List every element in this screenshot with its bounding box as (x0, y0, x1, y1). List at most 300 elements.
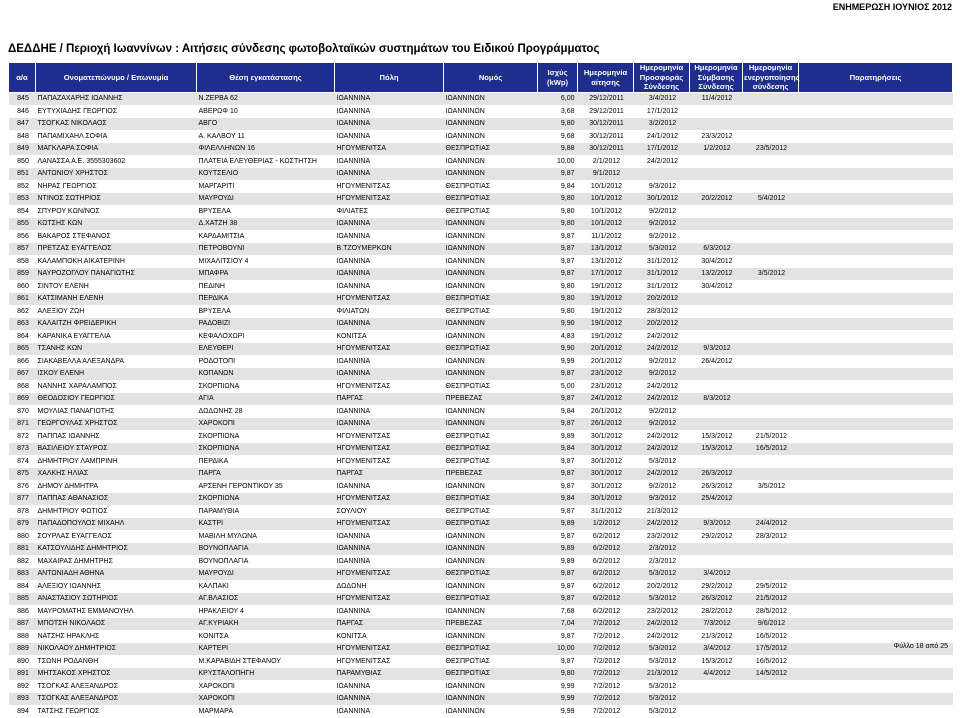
cell-city: ΗΓΟΥΜΕΝΙΤΣΑΣ (335, 493, 444, 506)
cell-activation-date (743, 393, 799, 406)
cell-city: ΙΩΑΝΝΙΝΑ (335, 693, 444, 706)
cell-index: 887 (9, 618, 36, 631)
cell-activation-date: 5/4/2012 (743, 193, 799, 206)
cell-index: 857 (9, 243, 36, 256)
cell-city: ΙΩΑΝΝΙΝΑ (335, 480, 444, 493)
cell-power: 9,89 (538, 543, 578, 556)
cell-contract-date (690, 168, 743, 181)
table-row (9, 180, 953, 193)
cell-city: ΙΩΑΝΝΙΝΑ (335, 268, 444, 281)
cell-request-date: 6/2/2012 (578, 530, 634, 543)
cell-offer-date: 5/3/2012 (634, 243, 690, 256)
cell-request-date: 10/1/2012 (578, 205, 634, 218)
cell-index: 869 (9, 393, 36, 406)
cell-activation-date: 14/5/2012 (743, 668, 799, 681)
cell-index: 888 (9, 630, 36, 643)
table-row (9, 705, 953, 718)
cell-power: 9,80 (538, 668, 578, 681)
table-row (9, 455, 953, 468)
cell-name: ΤΣΟΓΚΑΣ ΑΛΕΞΑΝΔΡΟΣ (36, 680, 197, 693)
column-header-power: Ισχύς (kWp) (538, 63, 578, 93)
cell-city: ΙΩΑΝΝΙΝΑ (335, 605, 444, 618)
cell-city: ΗΓΟΥΜΕΝΙΤΣΑΣ (335, 193, 444, 206)
cell-offer-date: 5/3/2012 (634, 693, 690, 706)
cell-index: 872 (9, 430, 36, 443)
cell-offer-date: 5/3/2012 (634, 643, 690, 656)
cell-remarks (799, 543, 953, 556)
cell-offer-date: 9/2/2012 (634, 230, 690, 243)
cell-request-date: 2/1/2012 (578, 155, 634, 168)
page-footer: Φύλλο 18 από 25 (893, 643, 948, 650)
cell-city: ΗΓΟΥΜΕΝΙΤΣΑ (335, 143, 444, 156)
cell-offer-date: 24/2/2012 (634, 343, 690, 356)
cell-power: 5,00 (538, 380, 578, 393)
cell-name: ΝΑΝΝΗΣ ΧΑΡΑΛΑΜΠΟΣ (36, 380, 197, 393)
cell-prefecture: ΙΩΑΝΝΙΝΩΝ (444, 555, 538, 568)
cell-name: ΜΟΥΛΙΑΣ ΠΑΝΑΓΙΩΤΗΣ (36, 405, 197, 418)
cell-location: ΡΑΔΟΒΙΖΙ (197, 318, 335, 331)
cell-offer-date: 5/3/2012 (634, 655, 690, 668)
cell-prefecture: ΙΩΑΝΝΙΝΩΝ (444, 355, 538, 368)
cell-city: ΙΩΑΝΝΙΝΑ (335, 155, 444, 168)
cell-request-date: 19/1/2012 (578, 330, 634, 343)
cell-prefecture: ΘΕΣΠΡΩΤΙΑΣ (444, 205, 538, 218)
cell-request-date: 17/1/2012 (578, 268, 634, 281)
cell-contract-date: 28/2/2012 (690, 605, 743, 618)
cell-location: ΚΟΠΑΝΩΝ (197, 368, 335, 381)
cell-offer-date: 24/2/2012 (634, 443, 690, 456)
cell-name: ΤΣΟΓΚΑΣ ΑΛΕΞΑΝΔΡΟΣ (36, 693, 197, 706)
cell-prefecture: ΙΩΑΝΝΙΝΩΝ (444, 630, 538, 643)
column-header-activation-date: Ημερομηνία ενεργοποίησης σύνδεσης (744, 63, 800, 92)
cell-prefecture: ΘΕΣΠΡΩΤΙΑΣ (444, 430, 538, 443)
cell-remarks (799, 130, 953, 143)
cell-location: Δ.ΧΑΤΖΗ 38 (197, 218, 335, 231)
cell-index: 868 (9, 380, 36, 393)
cell-offer-date: 5/3/2012 (634, 680, 690, 693)
cell-activation-date (743, 280, 799, 293)
cell-location: ΡΟΔΟΤΟΠΙ (197, 355, 335, 368)
cell-power: 9,84 (538, 493, 578, 506)
cell-contract-date (690, 418, 743, 431)
cell-request-date: 26/1/2012 (578, 418, 634, 431)
cell-activation-date (743, 343, 799, 356)
table-row (9, 693, 953, 706)
cell-name: ΝΗΡΑΣ ΓΕΩΡΓΙΟΣ (36, 180, 197, 193)
cell-activation-date: 17/5/2012 (743, 643, 799, 656)
cell-city: ΗΓΟΥΜΕΝΙΤΣΑΣ (335, 643, 444, 656)
cell-offer-date: 24/2/2012 (634, 618, 690, 631)
cell-power: 9,87 (538, 455, 578, 468)
cell-activation-date: 3/5/2012 (743, 268, 799, 281)
cell-remarks (799, 493, 953, 506)
cell-city: ΗΓΟΥΜΕΝΙΤΣΑΣ (335, 655, 444, 668)
table-row (9, 343, 953, 356)
cell-location: ΒΟΥΝΟΠΛΑΓΙΑ (197, 543, 335, 556)
cell-remarks (799, 430, 953, 443)
cell-prefecture: ΙΩΑΝΝΙΝΩΝ (444, 368, 538, 381)
cell-request-date: 7/2/2012 (578, 655, 634, 668)
cell-remarks (799, 293, 953, 306)
cell-name: ΑΛΕΞΙΟΥ ΙΩΑΝΝΗΣ (36, 580, 197, 593)
cell-power: 9,89 (538, 555, 578, 568)
cell-city: ΗΓΟΥΜΕΝΙΤΣΑΣ (335, 380, 444, 393)
cell-activation-date (743, 318, 799, 331)
cell-prefecture: ΙΩΑΝΝΙΝΩΝ (444, 230, 538, 243)
cell-power: 9,89 (538, 518, 578, 531)
cell-prefecture: ΘΕΣΠΡΩΤΙΑΣ (444, 293, 538, 306)
cell-name: ΠΑΠΠΑΣ ΑΘΑΝΑΣΙΟΣ (36, 493, 197, 506)
cell-request-date: 19/1/2012 (578, 318, 634, 331)
cell-offer-date: 23/2/2012 (634, 605, 690, 618)
cell-power: 9,90 (538, 318, 578, 331)
table-row (9, 168, 953, 181)
cell-remarks (799, 118, 953, 131)
cell-remarks (799, 518, 953, 531)
cell-name: ΤΑΤΣΗΣ ΓΕΩΡΓΙΟΣ (36, 705, 197, 718)
cell-request-date: 19/1/2012 (578, 280, 634, 293)
cell-activation-date (743, 405, 799, 418)
table-row (9, 218, 953, 231)
cell-remarks (799, 155, 953, 168)
cell-index: 851 (9, 168, 36, 181)
cell-index: 892 (9, 680, 36, 693)
cell-power: 9,87 (538, 230, 578, 243)
cell-offer-date: 24/2/2012 (634, 155, 690, 168)
cell-city: ΙΩΑΝΝΙΝΑ (335, 680, 444, 693)
column-header-city: Πόλη (335, 63, 444, 93)
cell-contract-date: 23/3/2012 (690, 130, 743, 143)
cell-location: ΚΡΥΣΤΑΛΟΠΗΓΗ (197, 668, 335, 681)
cell-index: 894 (9, 705, 36, 718)
cell-power: 9,87 (538, 468, 578, 481)
table-row (9, 480, 953, 493)
cell-location: ΠΑΡΑΜΥΘΙΑ (197, 505, 335, 518)
cell-prefecture: ΙΩΑΝΝΙΝΩΝ (444, 543, 538, 556)
cell-power: 9,87 (538, 655, 578, 668)
cell-prefecture: ΘΕΣΠΡΩΤΙΑΣ (444, 518, 538, 531)
cell-name: ΕΥΤΥΧΙΑΔΗΣ ΓΕΩΡΓΙΟΣ (36, 105, 197, 118)
cell-request-date: 24/1/2012 (578, 393, 634, 406)
cell-activation-date (743, 218, 799, 231)
table-row (9, 155, 953, 168)
cell-activation-date: 23/5/2012 (743, 143, 799, 156)
cell-contract-date (690, 118, 743, 131)
cell-contract-date: 25/4/2012 (690, 493, 743, 506)
table-row (9, 618, 953, 631)
cell-request-date: 30/12/2011 (578, 143, 634, 156)
cell-activation-date (743, 543, 799, 556)
cell-power: 9,87 (538, 393, 578, 406)
cell-remarks (799, 468, 953, 481)
update-label: ΕΝΗΜΕΡΩΣΗ ΙΟΥΝΙΟΣ 2012 (832, 2, 952, 12)
cell-name: ΝΑΥΡΟΖΟΓΛΟΥ ΠΑΝΑΓΙΩΤΗΣ (36, 268, 197, 281)
cell-prefecture: ΙΩΑΝΝΙΝΩΝ (444, 705, 538, 718)
cell-remarks (799, 593, 953, 606)
cell-contract-date: 7/3/2012 (690, 618, 743, 631)
cell-request-date: 1/2/2012 (578, 518, 634, 531)
cell-contract-date: 26/4/2012 (690, 355, 743, 368)
cell-activation-date (743, 205, 799, 218)
cell-name: ΠΑΠΑΜΙΧΑΗΛ ΣΟΦΙΑ (36, 130, 197, 143)
cell-offer-date: 21/3/2012 (634, 668, 690, 681)
cell-index: 854 (9, 205, 36, 218)
cell-request-date: 7/2/2012 (578, 630, 634, 643)
table-row (9, 555, 953, 568)
cell-request-date: 10/1/2012 (578, 218, 634, 231)
cell-remarks (799, 143, 953, 156)
cell-name: ΧΑΛΚΗΣ ΗΛΙΑΣ (36, 468, 197, 481)
cell-offer-date: 9/2/2012 (634, 218, 690, 231)
cell-offer-date: 24/2/2012 (634, 430, 690, 443)
cell-city: ΙΩΑΝΝΙΝΑ (335, 368, 444, 381)
cell-contract-date: 8/3/2012 (690, 393, 743, 406)
table-row (9, 130, 953, 143)
cell-offer-date: 2/3/2012 (634, 543, 690, 556)
cell-activation-date (743, 693, 799, 706)
cell-activation-date (743, 168, 799, 181)
cell-contract-date (690, 318, 743, 331)
cell-power: 9,87 (538, 530, 578, 543)
cell-contract-date (690, 155, 743, 168)
cell-contract-date: 30/4/2012 (690, 255, 743, 268)
cell-power: 9,87 (538, 243, 578, 256)
cell-power: 9,90 (538, 343, 578, 356)
cell-remarks (799, 280, 953, 293)
cell-activation-date (743, 380, 799, 393)
cell-offer-date: 31/1/2012 (634, 268, 690, 281)
cell-activation-date (743, 418, 799, 431)
table-row (9, 655, 953, 668)
cell-prefecture: ΙΩΑΝΝΙΝΩΝ (444, 268, 538, 281)
cell-remarks (799, 193, 953, 206)
cell-city: ΙΩΑΝΝΙΝΑ (335, 168, 444, 181)
cell-request-date: 30/1/2012 (578, 468, 634, 481)
cell-location: ΚΑΣΤΡΙ (197, 518, 335, 531)
cell-power: 9,80 (538, 205, 578, 218)
table-header (9, 63, 953, 93)
cell-request-date: 23/1/2012 (578, 368, 634, 381)
cell-location: ΜΑΒΙΛΗ ΜΥΛΩΝΑ (197, 530, 335, 543)
cell-location: ΠΛΑΤΕΙΑ ΕΛΕΥΘΕΡΙΑΣ - ΚΩΣΤΗΤΣΗ (197, 155, 335, 168)
cell-request-date: 7/2/2012 (578, 705, 634, 718)
cell-location: ΑΒΕΡΩΦ 10 (197, 105, 335, 118)
cell-contract-date (690, 543, 743, 556)
cell-power: 9,80 (538, 193, 578, 206)
cell-contract-date: 20/2/2012 (690, 193, 743, 206)
cell-request-date: 6/2/2012 (578, 593, 634, 606)
cell-activation-date (743, 330, 799, 343)
cell-remarks (799, 105, 953, 118)
cell-city: ΠΑΡΓΑΣ (335, 618, 444, 631)
cell-city: ΦΙΛΙΑΤΩΝ (335, 305, 444, 318)
cell-location: ΚΑΛΠΑΚΙ (197, 580, 335, 593)
cell-offer-date: 3/4/2012 (634, 93, 690, 106)
cell-contract-date: 15/3/2012 (690, 443, 743, 456)
cell-power: 9,87 (538, 418, 578, 431)
cell-power: 9,84 (538, 405, 578, 418)
table-row (9, 205, 953, 218)
cell-offer-date (634, 168, 690, 181)
cell-city: ΚΟΝΙΤΣΑ (335, 630, 444, 643)
cell-offer-date: 3/2/2012 (634, 118, 690, 131)
cell-remarks (799, 455, 953, 468)
cell-index: 864 (9, 330, 36, 343)
table-row (9, 443, 953, 456)
applications-table (8, 62, 953, 718)
cell-index: 847 (9, 118, 36, 131)
cell-offer-date: 24/2/2012 (634, 518, 690, 531)
cell-remarks (799, 655, 953, 668)
cell-offer-date: 5/3/2012 (634, 593, 690, 606)
cell-request-date: 10/1/2012 (578, 180, 634, 193)
cell-request-date: 19/1/2012 (578, 293, 634, 306)
cell-contract-date: 9/3/2012 (690, 343, 743, 356)
table-row (9, 605, 953, 618)
cell-city: ΙΩΑΝΝΙΝΑ (335, 543, 444, 556)
column-header-location: Θέση εγκατάστασης (197, 63, 335, 93)
cell-name: ΠΡΕΤΖΑΣ ΕΥΑΓΓΕΛΟΣ (36, 243, 197, 256)
cell-index: 890 (9, 655, 36, 668)
cell-power: 9,87 (538, 480, 578, 493)
cell-contract-date: 26/3/2012 (690, 480, 743, 493)
cell-request-date: 11/1/2012 (578, 230, 634, 243)
cell-power: 4,83 (538, 330, 578, 343)
cell-power: 9,87 (538, 593, 578, 606)
cell-activation-date (743, 505, 799, 518)
cell-activation-date (743, 105, 799, 118)
cell-offer-date: 9/2/2012 (634, 205, 690, 218)
cell-power: 9,99 (538, 355, 578, 368)
table-row (9, 368, 953, 381)
cell-prefecture: ΙΩΑΝΝΙΝΩΝ (444, 580, 538, 593)
cell-name: ΘΕΟΔΟΣΙΟΥ ΓΕΩΡΓΙΟΣ (36, 393, 197, 406)
cell-offer-date: 5/3/2012 (634, 455, 690, 468)
table-row (9, 93, 953, 106)
cell-index: 866 (9, 355, 36, 368)
cell-contract-date: 9/3/2012 (690, 518, 743, 531)
cell-power: 9,87 (538, 505, 578, 518)
cell-activation-date (743, 130, 799, 143)
cell-activation-date: 3/5/2012 (743, 480, 799, 493)
cell-location: ΑΒΓΟ (197, 118, 335, 131)
table-row (9, 380, 953, 393)
cell-offer-date: 5/3/2012 (634, 568, 690, 581)
cell-contract-date: 3/4/2012 (690, 568, 743, 581)
cell-contract-date: 26/3/2012 (690, 468, 743, 481)
cell-index: 873 (9, 443, 36, 456)
cell-location: ΜΑΥΡΟΥΔΙ (197, 193, 335, 206)
cell-city: ΙΩΑΝΝΙΝΑ (335, 418, 444, 431)
cell-contract-date: 26/3/2012 (690, 593, 743, 606)
cell-prefecture: ΙΩΑΝΝΙΝΩΝ (444, 105, 538, 118)
cell-location: ΜΑΥΡΟΥΔΙ (197, 568, 335, 581)
cell-name: ΜΗΤΣΑΚΟΣ ΧΡΗΣΤΟΣ (36, 668, 197, 681)
cell-contract-date (690, 555, 743, 568)
cell-prefecture: ΙΩΑΝΝΙΝΩΝ (444, 680, 538, 693)
cell-index: 878 (9, 505, 36, 518)
cell-location: ΚΑΡΤΕΡΙ (197, 643, 335, 656)
cell-location: ΠΕΡΔΙΚΑ (197, 293, 335, 306)
cell-activation-date: 28/5/2012 (743, 605, 799, 618)
cell-prefecture: ΠΡΕΒΕΖΑΣ (444, 618, 538, 631)
table-row (9, 668, 953, 681)
cell-index: 849 (9, 143, 36, 156)
cell-index: 880 (9, 530, 36, 543)
table-row (9, 230, 953, 243)
cell-name: ΒΑΚΑΡΟΣ ΣΤΕΦΑΝΟΣ (36, 230, 197, 243)
cell-contract-date (690, 505, 743, 518)
cell-activation-date: 24/4/2012 (743, 518, 799, 531)
cell-request-date: 30/12/2011 (578, 118, 634, 131)
cell-location: ΠΕΤΡΟΒΟΥΝΙ (197, 243, 335, 256)
cell-prefecture: ΙΩΑΝΝΙΝΩΝ (444, 480, 538, 493)
cell-offer-date: 23/2/2012 (634, 530, 690, 543)
cell-prefecture: ΘΕΣΠΡΩΤΙΑΣ (444, 493, 538, 506)
cell-contract-date (690, 180, 743, 193)
cell-name: ΜΑΧΑΙΡΑΣ ΔΗΜΗΤΡΗΣ (36, 555, 197, 568)
cell-offer-date: 20/2/2012 (634, 580, 690, 593)
cell-power: 9,87 (538, 368, 578, 381)
cell-request-date: 19/1/2012 (578, 305, 634, 318)
page-title: ΔΕΔΔΗΕ / Περιοχή Ιωαννίνων : Αιτήσεις σύνδεσης φωτοβολταϊκών συστημάτων του Ειδικού Προγράμματος (8, 43, 600, 55)
cell-location: ΣΚΟΡΠΙΩΝΑ (197, 430, 335, 443)
cell-request-date: 29/12/2011 (578, 105, 634, 118)
cell-prefecture: ΙΩΑΝΝΙΝΩΝ (444, 218, 538, 231)
cell-index: 883 (9, 568, 36, 581)
cell-name: ΚΑΛΑΜΠΟΚΗ ΑΙΚΑΤΕΡΙΝΗ (36, 255, 197, 268)
cell-offer-date: 9/2/2012 (634, 418, 690, 431)
cell-activation-date (743, 93, 799, 106)
cell-activation-date (743, 243, 799, 256)
cell-contract-date: 6/3/2012 (690, 243, 743, 256)
cell-index: 876 (9, 480, 36, 493)
cell-offer-date: 20/2/2012 (634, 318, 690, 331)
cell-remarks (799, 330, 953, 343)
cell-name: ΚΑΤΣΟΥΛΙΔΗΣ ΔΗΜΗΤΡΙΟΣ (36, 543, 197, 556)
cell-name: ΑΝΤΩΝΙΟΥ ΧΡΗΣΤΟΣ (36, 168, 197, 181)
cell-activation-date (743, 355, 799, 368)
cell-power: 9,87 (538, 255, 578, 268)
cell-power: 9,89 (538, 430, 578, 443)
table-row (9, 318, 953, 331)
cell-location: ΣΚΟΡΠΙΩΝΑ (197, 443, 335, 456)
cell-name: ΑΝΤΩΝΙΑΔΗ ΑΘΗΝΑ (36, 568, 197, 581)
cell-index: 870 (9, 405, 36, 418)
cell-power: 9,80 (538, 293, 578, 306)
cell-power: 9,87 (538, 630, 578, 643)
cell-request-date: 9/1/2012 (578, 168, 634, 181)
cell-name: ΒΑΣΙΛΕΙΟΥ ΣΤΑΥΡΟΣ (36, 443, 197, 456)
cell-offer-date: 24/2/2012 (634, 468, 690, 481)
cell-location: ΒΟΥΝΟΠΛΑΓΙΑ (197, 555, 335, 568)
cell-offer-date: 9/3/2012 (634, 180, 690, 193)
cell-power: 9,87 (538, 268, 578, 281)
column-header-request-date: Ημερομηνία αίτησης (578, 63, 634, 93)
cell-location: ΑΓ.ΚΥΡΙΑΚΗ (197, 618, 335, 631)
cell-remarks (799, 355, 953, 368)
table-row (9, 530, 953, 543)
cell-city: ΙΩΑΝΝΙΝΑ (335, 93, 444, 106)
cell-contract-date (690, 293, 743, 306)
cell-city: ΙΩΑΝΝΙΝΑ (335, 318, 444, 331)
cell-index: 867 (9, 368, 36, 381)
cell-contract-date: 30/4/2012 (690, 280, 743, 293)
cell-contract-date: 1/2/2012 (690, 143, 743, 156)
cell-request-date: 6/2/2012 (578, 543, 634, 556)
cell-index: 860 (9, 280, 36, 293)
cell-request-date: 26/1/2012 (578, 405, 634, 418)
